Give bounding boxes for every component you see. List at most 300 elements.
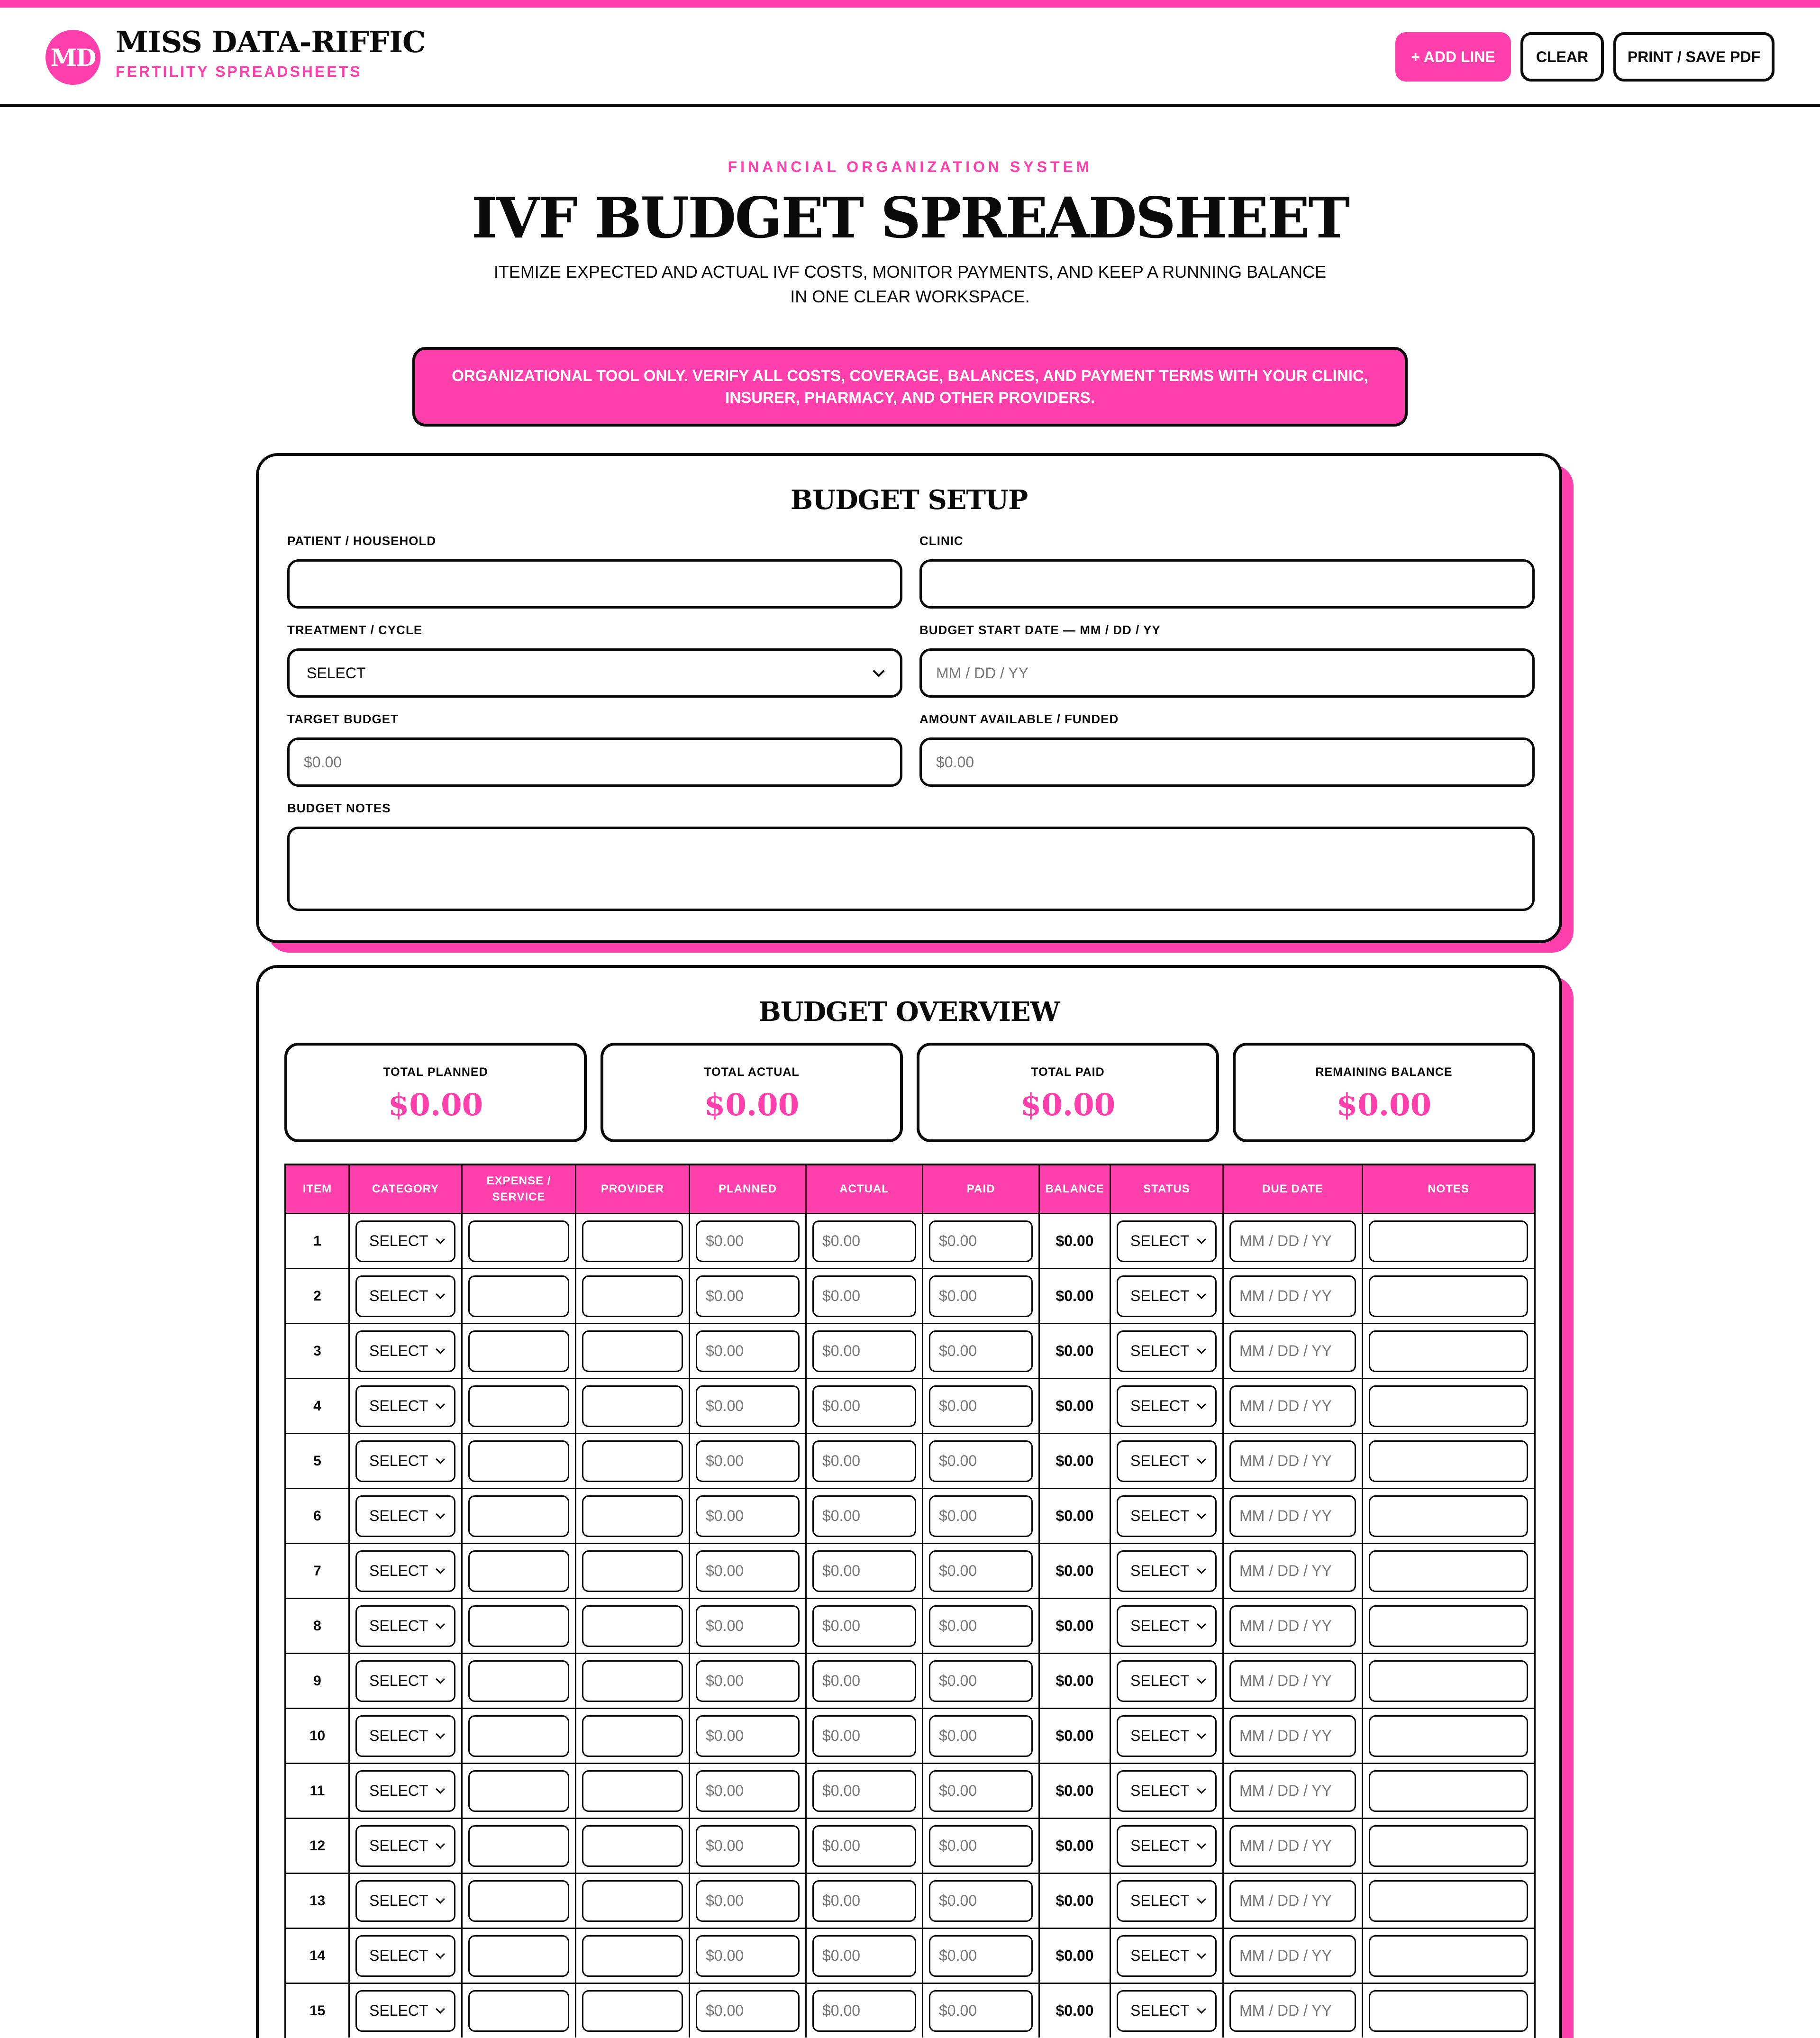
category-select[interactable]: [355, 1990, 455, 2032]
notes-input[interactable]: [1369, 1440, 1528, 1482]
category-select[interactable]: [355, 1825, 455, 1867]
status-select[interactable]: [1117, 1825, 1217, 1867]
cell-balance: [1040, 1874, 1111, 1928]
cell-balance: [1040, 1929, 1111, 1983]
status-select[interactable]: [1117, 1880, 1217, 1922]
paid-input[interactable]: [929, 1715, 1033, 1757]
paid-input[interactable]: [929, 1275, 1033, 1317]
expense-service-input[interactable]: [468, 1880, 569, 1922]
cell-paid: [923, 1874, 1040, 1928]
item-number: 3: [313, 1343, 321, 1359]
status-select[interactable]: [1117, 1990, 1217, 2032]
status-select[interactable]: [1117, 1770, 1217, 1812]
actual-input[interactable]: [812, 1605, 916, 1647]
status-select[interactable]: [1117, 1605, 1217, 1647]
chevron-down-icon: [436, 1839, 445, 1849]
due-date-input[interactable]: [1229, 1550, 1356, 1592]
notes-input[interactable]: [1369, 1990, 1528, 2032]
select-value: SELECT: [1130, 1232, 1190, 1249]
cell-actual: [807, 1599, 923, 1653]
notes-input[interactable]: [1369, 1715, 1528, 1757]
paid-input[interactable]: [929, 1770, 1033, 1812]
expense-service-input[interactable]: [468, 1495, 569, 1537]
planned-input[interactable]: [696, 1825, 800, 1867]
cell-expense-service: [463, 1709, 576, 1763]
treatment-cycle-select[interactable]: [287, 648, 902, 698]
due-date-input[interactable]: [1229, 1440, 1356, 1482]
planned-input[interactable]: [696, 1715, 800, 1757]
cell-balance: [1040, 1764, 1111, 1818]
expense-service-input[interactable]: [468, 1990, 569, 2032]
notes-input[interactable]: [1369, 1880, 1528, 1922]
due-date-input[interactable]: [1229, 1220, 1356, 1262]
chevron-down-icon: [436, 1619, 445, 1629]
cell-status: [1111, 1764, 1224, 1818]
budget-table-body: [284, 1213, 1536, 2038]
planned-input[interactable]: [696, 1220, 800, 1262]
select-value: SELECT: [369, 1562, 428, 1579]
expense-service-input[interactable]: [468, 1385, 569, 1427]
cell-category: [350, 1214, 463, 1268]
chevron-down-icon: [436, 1290, 445, 1299]
expense-service-input[interactable]: [468, 1660, 569, 1702]
due-date-input[interactable]: [1229, 1880, 1356, 1922]
paid-input[interactable]: [929, 1385, 1033, 1427]
cell-balance: [1040, 1324, 1111, 1378]
actual-input[interactable]: [812, 1715, 916, 1757]
category-select[interactable]: [355, 1715, 455, 1757]
row-balance: $0.00: [1056, 1397, 1094, 1414]
select-value: SELECT: [369, 1232, 428, 1249]
chevron-down-icon: [1197, 1345, 1206, 1354]
cell-balance: [1040, 1819, 1111, 1873]
category-select[interactable]: [355, 1605, 455, 1647]
cell-balance: [1040, 1434, 1111, 1488]
cell-planned: [690, 1379, 807, 1433]
row-balance: $0.00: [1056, 1562, 1094, 1579]
clear-button[interactable]: CLEAR: [1520, 32, 1604, 82]
notes-input[interactable]: [1369, 1550, 1528, 1592]
category-select[interactable]: [355, 1330, 455, 1372]
provider-input[interactable]: [582, 1330, 683, 1372]
cell-category: [350, 1874, 463, 1928]
cell-status: [1111, 1984, 1224, 2038]
actual-input[interactable]: [812, 1935, 916, 1977]
amount-available-label: AMOUNT AVAILABLE / FUNDED: [919, 712, 1119, 726]
actual-input[interactable]: [812, 1495, 916, 1537]
actual-input[interactable]: [812, 1385, 916, 1427]
table-row: [286, 1873, 1534, 1928]
cell-actual: [807, 1544, 923, 1598]
cell-provider: [576, 1874, 690, 1928]
category-select[interactable]: [355, 1770, 455, 1812]
cell-actual: [807, 1654, 923, 1708]
target-budget-input[interactable]: [287, 737, 902, 787]
table-row: [286, 1268, 1534, 1323]
stat-label: REMAINING BALANCE: [1315, 1065, 1453, 1079]
row-balance: $0.00: [1056, 1727, 1094, 1744]
cell-paid: [923, 1709, 1040, 1763]
provider-input[interactable]: [582, 1880, 683, 1922]
cell-due-date: [1224, 1214, 1363, 1268]
table-row: [286, 1928, 1534, 1983]
select-value: SELECT: [1130, 1342, 1190, 1359]
cell-status: [1111, 1489, 1224, 1543]
due-date-input[interactable]: [1229, 1330, 1356, 1372]
notes-input[interactable]: [1369, 1605, 1528, 1647]
column-header-paid: PAID: [923, 1165, 1040, 1213]
budget-setup-card: [256, 453, 1562, 943]
category-select[interactable]: [355, 1495, 455, 1537]
category-select[interactable]: [355, 1935, 455, 1977]
expense-service-input[interactable]: [468, 1550, 569, 1592]
planned-input[interactable]: [696, 1880, 800, 1922]
status-select[interactable]: [1117, 1935, 1217, 1977]
select-value: SELECT: [1130, 2002, 1190, 2019]
cell-notes: [1363, 1819, 1534, 1873]
select-value: SELECT: [369, 1617, 428, 1634]
cell-balance: [1040, 1379, 1111, 1433]
hero-eyebrow: FINANCIAL ORGANIZATION SYSTEM: [728, 158, 1092, 175]
planned-input[interactable]: [696, 1275, 800, 1317]
status-select[interactable]: [1117, 1385, 1217, 1427]
clinic-label: CLINIC: [919, 534, 964, 548]
cell-status: [1111, 1324, 1224, 1378]
status-select[interactable]: [1117, 1550, 1217, 1592]
chevron-down-icon: [436, 1565, 445, 1574]
cell-notes: [1363, 1654, 1534, 1708]
planned-input[interactable]: [696, 1935, 800, 1977]
chevron-down-icon: [436, 1455, 445, 1464]
paid-input[interactable]: [929, 1825, 1033, 1867]
table-row: [286, 1323, 1534, 1378]
cell-planned: [690, 1324, 807, 1378]
expense-service-input[interactable]: [468, 1605, 569, 1647]
cell-planned: [690, 1434, 807, 1488]
cell-item: [286, 1544, 350, 1598]
item-number: 6: [313, 1508, 321, 1524]
chevron-down-icon: [873, 665, 884, 677]
cell-planned: [690, 1874, 807, 1928]
planned-input[interactable]: [696, 1495, 800, 1537]
cell-status: [1111, 1599, 1224, 1653]
cell-item: [286, 1874, 350, 1928]
actual-input[interactable]: [812, 1550, 916, 1592]
planned-input[interactable]: [696, 1440, 800, 1482]
chevron-down-icon: [1197, 1894, 1206, 1904]
cell-provider: [576, 1379, 690, 1433]
cell-category: [350, 1379, 463, 1433]
planned-input[interactable]: [696, 1550, 800, 1592]
print-save-pdf-button[interactable]: PRINT / SAVE PDF: [1613, 32, 1774, 82]
provider-input[interactable]: [582, 1440, 683, 1482]
status-select[interactable]: [1117, 1715, 1217, 1757]
actual-input[interactable]: [812, 1770, 916, 1812]
cell-provider: [576, 1819, 690, 1873]
column-header-notes: NOTES: [1428, 1183, 1469, 1195]
cell-expense-service: [463, 1874, 576, 1928]
actual-input[interactable]: [812, 1990, 916, 2032]
provider-input[interactable]: [582, 1550, 683, 1592]
cell-actual: [807, 1489, 923, 1543]
category-select[interactable]: [355, 1550, 455, 1592]
clinic-input[interactable]: [919, 559, 1535, 609]
notes-input[interactable]: [1369, 1770, 1528, 1812]
row-balance: $0.00: [1056, 1947, 1094, 1964]
actual-input[interactable]: [812, 1275, 916, 1317]
cell-category: [350, 1324, 463, 1378]
planned-input[interactable]: [696, 1770, 800, 1812]
expense-service-input[interactable]: [468, 1935, 569, 1977]
category-select[interactable]: [355, 1660, 455, 1702]
expense-service-input[interactable]: [468, 1825, 569, 1867]
provider-input[interactable]: [582, 1660, 683, 1702]
select-value: SELECT: [369, 1727, 428, 1744]
notes-input[interactable]: [1369, 1495, 1528, 1537]
actual-input[interactable]: [812, 1220, 916, 1262]
column-header-due-date: DUE DATE: [1224, 1165, 1363, 1213]
select-value: SELECT: [369, 1892, 428, 1909]
cell-planned: [690, 1929, 807, 1983]
planned-input[interactable]: [696, 1990, 800, 2032]
row-balance: $0.00: [1056, 1507, 1094, 1524]
cell-notes: [1363, 1269, 1534, 1323]
due-date-input[interactable]: [1229, 1825, 1356, 1867]
category-select[interactable]: [355, 1220, 455, 1262]
cell-category: [350, 1764, 463, 1818]
stat-value: $0.00: [1020, 1087, 1116, 1123]
item-number: 11: [309, 1783, 325, 1799]
table-row: [286, 1213, 1534, 1268]
chevron-down-icon: [436, 1235, 445, 1244]
cell-status: [1111, 1544, 1224, 1598]
item-number: 10: [309, 1728, 326, 1744]
select-value: SELECT: [1130, 1287, 1190, 1304]
provider-input[interactable]: [582, 1495, 683, 1537]
chevron-down-icon: [1197, 1784, 1206, 1794]
select-value: SELECT: [369, 1397, 428, 1414]
status-select[interactable]: [1117, 1495, 1217, 1537]
column-header-planned: PLANNED: [690, 1165, 807, 1213]
notes-input[interactable]: [1369, 1825, 1528, 1867]
provider-input[interactable]: [582, 1385, 683, 1427]
paid-input[interactable]: [929, 1330, 1033, 1372]
select-value: SELECT: [369, 2002, 428, 2019]
actual-input[interactable]: [812, 1660, 916, 1702]
cell-due-date: [1224, 1599, 1363, 1653]
cell-notes: [1363, 1434, 1534, 1488]
setup-title: BUDGET SETUP: [790, 484, 1028, 516]
cell-due-date: [1224, 1984, 1363, 2038]
select-value: SELECT: [369, 1507, 428, 1524]
status-select[interactable]: [1117, 1220, 1217, 1262]
cell-item: [286, 1434, 350, 1488]
cell-provider: [576, 1654, 690, 1708]
select-value: SELECT: [369, 1837, 428, 1854]
actual-input[interactable]: [812, 1330, 916, 1372]
cell-item: [286, 1379, 350, 1433]
cell-category: [350, 1819, 463, 1873]
cell-item: [286, 1214, 350, 1268]
actual-input[interactable]: [812, 1440, 916, 1482]
cell-paid: [923, 1819, 1040, 1873]
table-row: [286, 1763, 1534, 1818]
provider-input[interactable]: [582, 1990, 683, 2032]
paid-input[interactable]: [929, 1990, 1033, 2032]
cell-actual: [807, 1324, 923, 1378]
planned-input[interactable]: [696, 1605, 800, 1647]
category-select[interactable]: [355, 1385, 455, 1427]
amount-available-input[interactable]: [919, 737, 1535, 787]
paid-input[interactable]: [929, 1935, 1033, 1977]
due-date-input[interactable]: [1229, 1715, 1356, 1757]
cell-item: [286, 1819, 350, 1873]
item-number: 9: [313, 1673, 321, 1689]
paid-input[interactable]: [929, 1880, 1033, 1922]
cell-expense-service: [463, 1324, 576, 1378]
due-date-input[interactable]: [1229, 1770, 1356, 1812]
select-value: SELECT: [369, 1947, 428, 1964]
start-date-label: BUDGET START DATE — MM / DD / YY: [919, 623, 1161, 637]
budget-start-date-input[interactable]: [919, 648, 1535, 698]
cell-provider: [576, 1324, 690, 1378]
provider-input[interactable]: [582, 1715, 683, 1757]
notes-input[interactable]: [1369, 1275, 1528, 1317]
row-balance: $0.00: [1056, 1672, 1094, 1689]
cell-category: [350, 1489, 463, 1543]
cell-balance: [1040, 1269, 1111, 1323]
provider-input[interactable]: [582, 1825, 683, 1867]
provider-input[interactable]: [582, 1275, 683, 1317]
status-select[interactable]: [1117, 1330, 1217, 1372]
cell-notes: [1363, 1599, 1534, 1653]
cell-notes: [1363, 1929, 1534, 1983]
category-select[interactable]: [355, 1440, 455, 1482]
paid-input[interactable]: [929, 1220, 1033, 1262]
due-date-input[interactable]: [1229, 1605, 1356, 1647]
due-date-input[interactable]: [1229, 1385, 1356, 1427]
notes-input[interactable]: [1369, 1385, 1528, 1427]
cell-paid: [923, 1764, 1040, 1818]
cell-paid: [923, 1434, 1040, 1488]
cell-actual: [807, 1379, 923, 1433]
due-date-input[interactable]: [1229, 1935, 1356, 1977]
provider-input[interactable]: [582, 1605, 683, 1647]
cell-item: [286, 1599, 350, 1653]
budget-table-header: [284, 1164, 1536, 1213]
table-row: [286, 1653, 1534, 1708]
cell-due-date: [1224, 1874, 1363, 1928]
planned-input[interactable]: [696, 1385, 800, 1427]
category-select[interactable]: [355, 1275, 455, 1317]
expense-service-input[interactable]: [468, 1715, 569, 1757]
stat-value: $0.00: [388, 1087, 483, 1123]
paid-input[interactable]: [929, 1550, 1033, 1592]
patient-label: PATIENT / HOUSEHOLD: [287, 534, 437, 548]
due-date-input[interactable]: [1229, 1990, 1356, 2032]
cell-planned: [690, 1709, 807, 1763]
budget-notes-textarea[interactable]: [287, 827, 1535, 911]
select-value: SELECT: [1130, 1397, 1190, 1414]
stat-total-planned: [284, 1043, 587, 1142]
cell-status: [1111, 1874, 1224, 1928]
row-balance: $0.00: [1056, 2002, 1094, 2019]
expense-service-input[interactable]: [468, 1220, 569, 1262]
cell-item: [286, 1709, 350, 1763]
chevron-down-icon: [1197, 2004, 1206, 2014]
add-line-button[interactable]: + ADD LINE: [1395, 32, 1511, 82]
paid-input[interactable]: [929, 1440, 1033, 1482]
category-select[interactable]: [355, 1880, 455, 1922]
planned-input[interactable]: [696, 1660, 800, 1702]
paid-input[interactable]: [929, 1495, 1033, 1537]
cell-actual: [807, 1709, 923, 1763]
due-date-input[interactable]: [1229, 1495, 1356, 1537]
cell-provider: [576, 1929, 690, 1983]
column-header-item: ITEM: [286, 1165, 350, 1213]
provider-input[interactable]: [582, 1770, 683, 1812]
select-value: SELECT: [1130, 1672, 1190, 1689]
paid-input[interactable]: [929, 1605, 1033, 1647]
cell-status: [1111, 1654, 1224, 1708]
cell-status: [1111, 1434, 1224, 1488]
brand-tagline: FERTILITY SPREADSHEETS: [116, 63, 362, 80]
expense-service-input[interactable]: [468, 1330, 569, 1372]
notes-input[interactable]: [1369, 1220, 1528, 1262]
select-value: SELECT: [1130, 1892, 1190, 1909]
actual-input[interactable]: [812, 1825, 916, 1867]
column-header-category: CATEGORY: [350, 1165, 463, 1213]
expense-service-input[interactable]: [468, 1770, 569, 1812]
cell-expense-service: [463, 1984, 576, 2038]
treatment-select-value: SELECT: [307, 664, 366, 682]
column-header-status: STATUS: [1111, 1165, 1224, 1213]
provider-input[interactable]: [582, 1220, 683, 1262]
status-select[interactable]: [1117, 1275, 1217, 1317]
cell-category: [350, 1709, 463, 1763]
paid-input[interactable]: [929, 1660, 1033, 1702]
cell-expense-service: [463, 1214, 576, 1268]
expense-service-input[interactable]: [468, 1440, 569, 1482]
cell-item: [286, 1269, 350, 1323]
cell-status: [1111, 1214, 1224, 1268]
expense-service-input[interactable]: [468, 1275, 569, 1317]
select-value: SELECT: [369, 1672, 428, 1689]
cell-category: [350, 1434, 463, 1488]
cell-category: [350, 1984, 463, 2038]
patient-household-input[interactable]: [287, 559, 902, 609]
actual-input[interactable]: [812, 1880, 916, 1922]
planned-input[interactable]: [696, 1330, 800, 1372]
due-date-input[interactable]: [1229, 1275, 1356, 1317]
due-date-input[interactable]: [1229, 1660, 1356, 1702]
top-accent-strip: [0, 0, 1820, 8]
notes-input[interactable]: [1369, 1330, 1528, 1372]
cell-provider: [576, 1764, 690, 1818]
cell-balance: [1040, 1544, 1111, 1598]
status-select[interactable]: [1117, 1660, 1217, 1702]
stat-label: TOTAL ACTUAL: [704, 1065, 800, 1079]
item-number: 5: [313, 1453, 321, 1469]
cell-planned: [690, 1214, 807, 1268]
cell-planned: [690, 1764, 807, 1818]
cell-due-date: [1224, 1269, 1363, 1323]
notes-input[interactable]: [1369, 1660, 1528, 1702]
provider-input[interactable]: [582, 1935, 683, 1977]
cell-provider: [576, 1709, 690, 1763]
status-select[interactable]: [1117, 1440, 1217, 1482]
notes-input[interactable]: [1369, 1935, 1528, 1977]
